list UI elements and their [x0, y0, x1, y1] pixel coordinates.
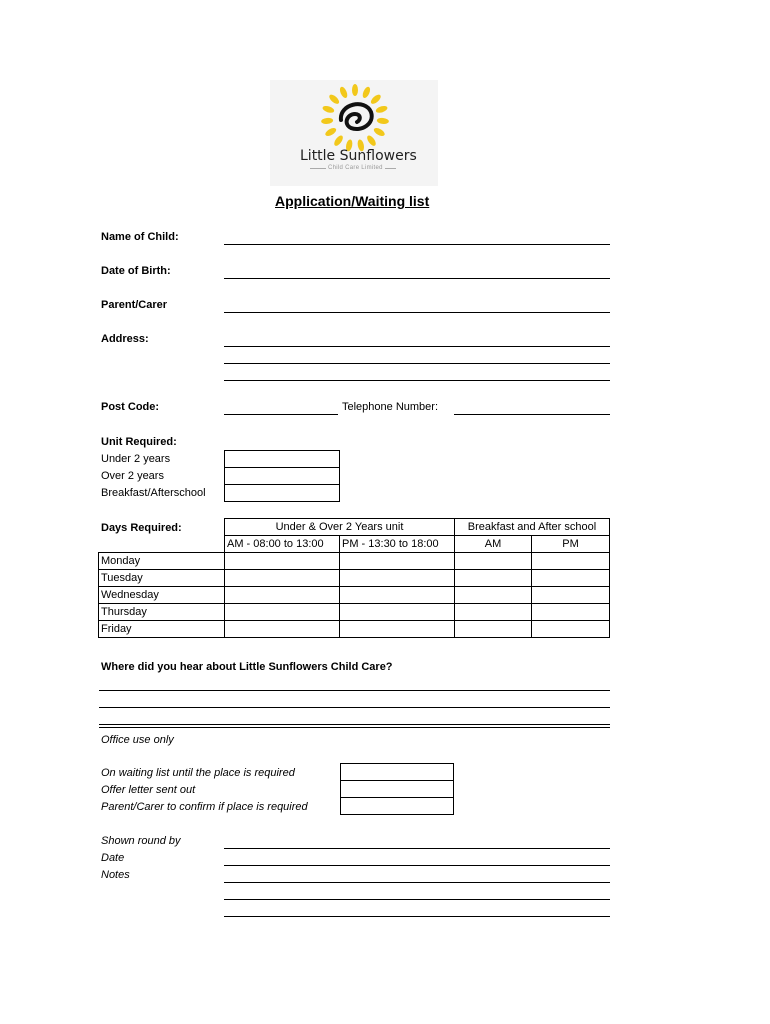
- day-cell[interactable]: [532, 587, 610, 604]
- unit-checkbox-under-2[interactable]: [224, 450, 340, 468]
- day-cell[interactable]: [340, 553, 455, 570]
- day-label: Monday: [99, 553, 225, 570]
- table-row: [99, 553, 610, 570]
- day-cell[interactable]: [455, 621, 532, 638]
- hear-about-field-1[interactable]: [99, 690, 610, 691]
- hear-about-question: Where did you hear about Little Sunflowers Child Care?: [101, 661, 393, 673]
- office-waiting-label: On waiting list until the place is required: [101, 767, 295, 779]
- post-code-label: Post Code:: [101, 401, 160, 413]
- logo-name: Little Sunflowers: [300, 148, 417, 164]
- shown-round-field[interactable]: [224, 848, 610, 849]
- unit-option-breakfast: Breakfast/Afterschool: [101, 487, 206, 499]
- notes-label: Notes: [101, 869, 130, 881]
- address-field-2[interactable]: [224, 363, 610, 364]
- telephone-field[interactable]: [454, 414, 610, 415]
- shown-round-label: Shown round by: [101, 835, 181, 847]
- day-cell[interactable]: [225, 587, 340, 604]
- days-table: [98, 518, 610, 638]
- table-row: [99, 570, 610, 587]
- days-required-heading: Days Required:: [101, 522, 182, 534]
- day-label: Wednesday: [99, 587, 225, 604]
- day-cell[interactable]: [340, 570, 455, 587]
- date-label: Date: [101, 852, 125, 864]
- day-cell[interactable]: [225, 604, 340, 621]
- unit-checkbox-breakfast[interactable]: [224, 484, 340, 502]
- day-cell[interactable]: [532, 553, 610, 570]
- day-cell[interactable]: [340, 587, 455, 604]
- day-cell[interactable]: [455, 604, 532, 621]
- day-cell[interactable]: [532, 570, 610, 587]
- notes-field-3[interactable]: [224, 916, 610, 917]
- day-cell[interactable]: [340, 604, 455, 621]
- unit-option-over-2: Over 2 years: [101, 470, 164, 482]
- office-use-heading: Office use only: [101, 734, 174, 746]
- group-header-under-over: Under & Over 2 Years unit: [225, 519, 455, 536]
- telephone-label: Telephone Number:: [342, 401, 439, 413]
- unit-checkbox-over-2[interactable]: [224, 467, 340, 485]
- address-field-3[interactable]: [224, 380, 610, 381]
- day-cell[interactable]: [532, 604, 610, 621]
- post-code-field[interactable]: [224, 414, 338, 415]
- divider: [99, 727, 610, 728]
- unit-option-under-2: Under 2 years: [101, 453, 171, 465]
- office-offer-label: Offer letter sent out: [101, 784, 196, 796]
- parent-carer-label: Parent/Carer: [101, 299, 168, 311]
- day-label: Thursday: [99, 604, 225, 621]
- day-cell[interactable]: [225, 553, 340, 570]
- name-of-child-field[interactable]: [224, 244, 610, 245]
- day-cell[interactable]: [225, 621, 340, 638]
- day-label: Tuesday: [99, 570, 225, 587]
- date-field[interactable]: [224, 865, 610, 866]
- unit-required-heading: Unit Required:: [101, 436, 177, 448]
- col-header-breakfast-pm: PM: [532, 536, 610, 553]
- day-cell[interactable]: [532, 621, 610, 638]
- office-confirm-label: Parent/Carer to confirm if place is required: [101, 801, 308, 813]
- logo: [270, 80, 438, 186]
- day-label: Friday: [99, 621, 225, 638]
- address-field-1[interactable]: [224, 346, 610, 347]
- day-cell[interactable]: [455, 570, 532, 587]
- table-row: [99, 604, 610, 621]
- divider: [99, 724, 610, 725]
- day-cell[interactable]: [455, 587, 532, 604]
- day-cell[interactable]: [340, 621, 455, 638]
- parent-carer-field[interactable]: [224, 312, 610, 313]
- col-header-pm: PM - 13:30 to 18:00: [340, 536, 455, 553]
- page-title: Application/Waiting list: [275, 193, 430, 209]
- table-row: [99, 587, 610, 604]
- office-checkbox-waiting[interactable]: [340, 763, 454, 781]
- date-of-birth-label: Date of Birth:: [101, 265, 171, 277]
- logo-tagline: Child Care Limited: [328, 165, 383, 171]
- notes-field-1[interactable]: [224, 882, 610, 883]
- office-checkbox-confirm[interactable]: [340, 797, 454, 815]
- office-checkbox-offer[interactable]: [340, 780, 454, 798]
- day-cell[interactable]: [455, 553, 532, 570]
- name-of-child-label: Name of Child:: [101, 231, 179, 243]
- col-header-breakfast-am: AM: [455, 536, 532, 553]
- table-row: [99, 621, 610, 638]
- hear-about-field-2[interactable]: [99, 707, 610, 708]
- date-of-birth-field[interactable]: [224, 278, 610, 279]
- group-header-breakfast: Breakfast and After school: [455, 519, 610, 536]
- address-label: Address:: [101, 333, 149, 345]
- sunflower-icon: [270, 82, 438, 152]
- notes-field-2[interactable]: [224, 899, 610, 900]
- col-header-am: AM - 08:00 to 13:00: [225, 536, 340, 553]
- day-cell[interactable]: [225, 570, 340, 587]
